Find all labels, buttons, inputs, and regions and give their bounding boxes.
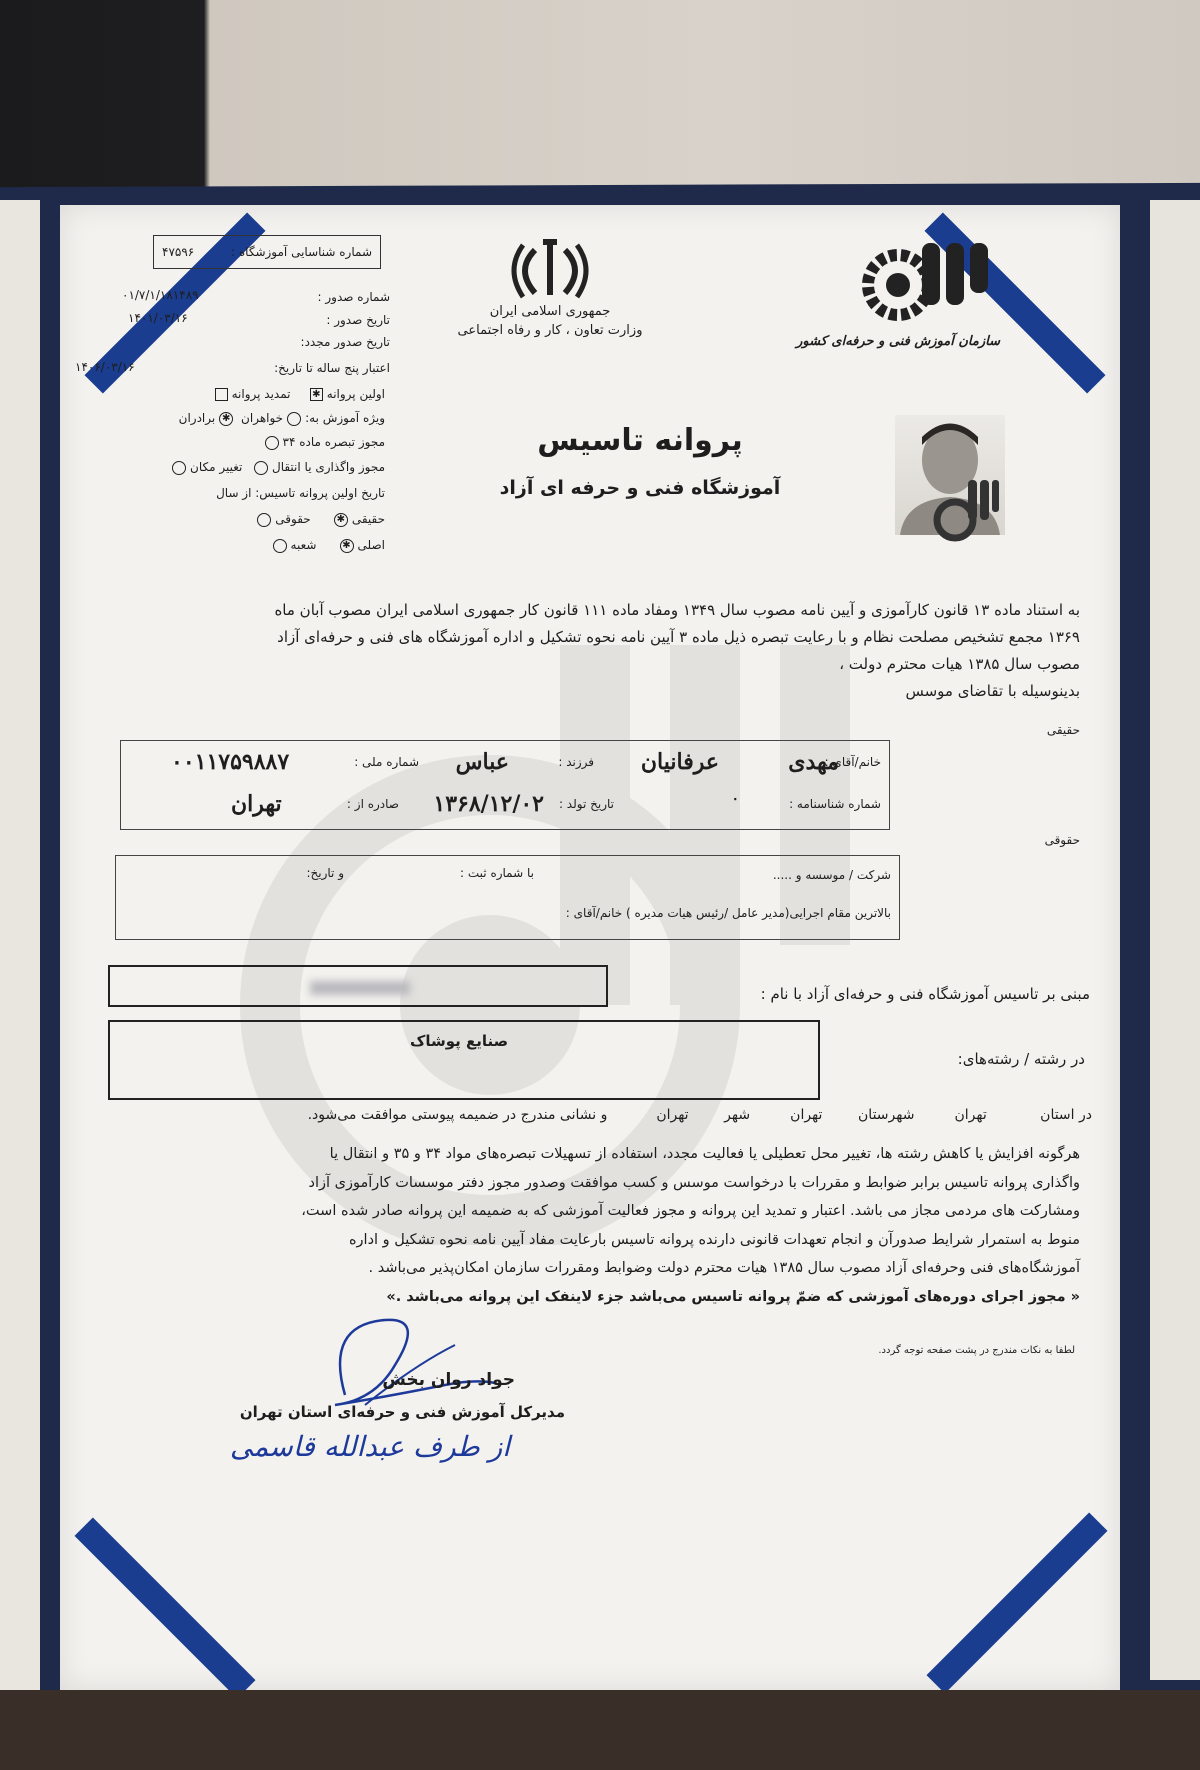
terms-line-6: « مجوز اجرای دوره‌های آموزشی که ضمّ پروانه تاسیس می‌باشد جزء لاینفک این پروانه می‌باشد .» bbox=[386, 1288, 1080, 1305]
transfer-radio bbox=[254, 461, 268, 475]
license-certificate bbox=[60, 205, 1120, 1690]
certificate-title: پروانه تاسیس bbox=[537, 423, 743, 458]
national-id: ۰۰۱۱۷۵۹۸۸۷ bbox=[171, 749, 290, 775]
in-province-label: در استان bbox=[1040, 1107, 1092, 1123]
real-radio: ✱ bbox=[334, 513, 348, 527]
father-name-label: فرزند : bbox=[558, 755, 594, 769]
terms-line-1: هرگونه افزایش یا کاهش رشته ها، تغییر محل تعطیلی یا فعالیت مجدد، استفاده از تسهیلات تبصره‌های مواد ۳۴ و ۳۵ و انتقال یا bbox=[329, 1146, 1080, 1162]
reissue-date-label: تاریخ صدور مجدد: bbox=[300, 335, 390, 349]
person-info-box bbox=[120, 740, 890, 830]
note34-label: مجوز تبصره ماده ۳۴ bbox=[282, 435, 385, 449]
main-radio: ✱ bbox=[340, 539, 354, 553]
issued-from: تهران bbox=[231, 791, 282, 817]
main-label: اصلی bbox=[357, 538, 385, 552]
issue-number-label: شماره صدور : bbox=[317, 290, 390, 304]
country-name: جمهوری اسلامی ایران bbox=[489, 304, 611, 319]
intro-line-3: مصوب سال ۱۳۸۵ هیات محترم دولت ، bbox=[839, 655, 1080, 673]
background-wall bbox=[0, 0, 1200, 210]
issue-date-value: ۱۴۰۱/۰۳/۱۶ bbox=[128, 311, 188, 325]
photo-stamp-logo-icon bbox=[930, 475, 1000, 545]
validity-value: ۱۴۰۶/۰۳/۱۶ bbox=[75, 360, 135, 374]
first-license-label: اولین پروانه bbox=[326, 387, 385, 401]
validity-label: اعتبار پنج ساله تا تاریخ: bbox=[274, 361, 390, 375]
signatory-title: مدیرکل آموزش فنی و حرفه‌ای استان تهران bbox=[239, 1403, 565, 1421]
address-tail: و نشانی مندرج در ضمیمه پیوستی موافقت می‌شود. bbox=[307, 1107, 608, 1123]
reg-date-label: و تاریخ: bbox=[306, 866, 344, 880]
intro-paragraph bbox=[95, 597, 1080, 705]
renew-license-checkbox bbox=[215, 388, 228, 401]
corner-ribbon-bottom-right bbox=[926, 1512, 1107, 1690]
terms-line-4: منوط به استمرار شرایط صدورآن و انجام تعهدات قانونی دارنده پروانه تاسیس بارعایت مفاد آیین نامه نحوه تشکیل و اداره bbox=[348, 1231, 1080, 1248]
redacted-institute-name bbox=[310, 981, 410, 995]
license-type-row bbox=[95, 387, 385, 401]
institute-id-value: ۴۷۵۹۶ bbox=[162, 245, 195, 259]
fields-box bbox=[108, 1020, 820, 1100]
legal-radio bbox=[257, 513, 271, 527]
change-location-label: تغییر مکان bbox=[190, 460, 243, 474]
issue-number-value: ۰۱/۷/۱/۱۸۱۴۸۹ bbox=[122, 288, 199, 302]
transfer-row bbox=[75, 460, 385, 475]
branch-label: شعبه bbox=[290, 538, 317, 552]
father-name: عباس bbox=[455, 749, 509, 775]
field-value: صنایع پوشاک bbox=[410, 1032, 509, 1050]
signatory-name: جواد روان بخش bbox=[382, 1370, 515, 1390]
person-mr-label: خانم/آقای : bbox=[824, 755, 881, 769]
real-label: حقیقی bbox=[351, 512, 385, 526]
certificate-subtitle: آموزشگاه فنی و حرفه ای آزاد bbox=[499, 477, 781, 499]
org-logo-text: سازمان آموزش فنی و حرفه‌ای کشور bbox=[796, 334, 1000, 349]
on-behalf-handwriting: از طرف عبدالله قاسمی bbox=[229, 1430, 510, 1463]
city-label: شهر bbox=[724, 1107, 751, 1123]
legal-section-label: حقوقی bbox=[1044, 833, 1080, 847]
company-label: شرکت / موسسه و ..... bbox=[772, 868, 891, 882]
city-value: تهران bbox=[656, 1107, 689, 1123]
based-on-label: مبنی بر تاسیس آموزشگاه فنی و حرفه‌ای آزاد با نام : bbox=[760, 985, 1090, 1003]
person-last-name: عرفانیان bbox=[640, 749, 719, 775]
footnote: لطفا به نکات مندرج در پشت صفحه توجه گردد. bbox=[878, 1345, 1075, 1356]
terms-line-3: ومشارکت های مردمی مجاز می باشد. اعتبار و تمدید این پروانه و مجوز فعالیت آموزشی که به ضمیمه این پروانه صادر شده است، bbox=[301, 1203, 1080, 1219]
legal-label: حقوقی bbox=[275, 512, 311, 526]
emblem-block bbox=[450, 235, 650, 338]
terms-line-2: واگذاری پروانه تاسیس برابر ضوابط و مقررات با درخواست موسس و کسب موافقت وصدور مجوز دفتر موسسات کارآموزی آزاد bbox=[308, 1174, 1080, 1191]
brothers-radio: ✱ bbox=[219, 412, 233, 426]
real-legal-row bbox=[195, 512, 385, 527]
birth-cert-label: شماره شناسنامه : bbox=[789, 797, 881, 811]
fields-label: در رشته / رشته‌های: bbox=[957, 1050, 1085, 1068]
change-location-radio bbox=[172, 461, 186, 475]
birth-cert-value: ۰ bbox=[731, 791, 739, 807]
institute-id-label: شماره شناسایی آموزشگاه : bbox=[231, 245, 372, 259]
sisters-label: خواهران bbox=[241, 411, 284, 425]
special-for-label: ویژه آموزش به: bbox=[305, 411, 385, 425]
issued-from-label: صادره از : bbox=[346, 797, 399, 811]
county-label: شهرستان bbox=[858, 1107, 915, 1123]
company-info-box bbox=[115, 855, 900, 940]
org-logo bbox=[796, 235, 1000, 349]
birth-date: ۱۳۶۸/۱۲/۰۲ bbox=[433, 791, 544, 817]
first-license-checkbox: ✱ bbox=[310, 388, 323, 401]
org-gear-logo-icon bbox=[860, 235, 1000, 330]
institute-name-box bbox=[108, 965, 608, 1007]
folder-right-page bbox=[1150, 200, 1200, 1680]
top-manager-label: بالاترین مقام اجرایی(مدیر عامل /رئیس هیات مدیره ) خانم/آقای : bbox=[565, 906, 891, 920]
reg-number-label: با شماره ثبت : bbox=[460, 866, 534, 880]
background-table bbox=[0, 1690, 1200, 1770]
terms-line-5: آموزشگاه‌های فنی وحرفه‌ای آزاد مصوب سال ۱۳۸۵ هیات محترم دولت وضوابط ومقررات سازمان امکان‌پذیر می‌باشد . bbox=[368, 1260, 1080, 1276]
corner-ribbon-bottom-left bbox=[74, 1517, 255, 1690]
transfer-label: مجوز واگذاری یا انتقال bbox=[271, 460, 385, 474]
folder-left-page bbox=[0, 200, 40, 1690]
birth-date-label: تاریخ تولد : bbox=[558, 797, 614, 811]
intro-line-2: ۱۳۶۹ مجمع تشخیص مصلحت نظام و با رعایت تبصره ذیل ماده ۳ آیین نامه نحوه تشکیل و اداره آموزشگاه های فنی و حرفه‌ای آزاد bbox=[277, 628, 1080, 646]
main-branch-row bbox=[195, 538, 385, 553]
intro-line-1: به استناد ماده ۱۳ قانون کارآموزی و آیین نامه مصوب سال ۱۳۴۹ ومفاد ماده ۱۱۱ قانون کار جمهوری اسلامی ایران مصوب آبان ماه bbox=[274, 601, 1080, 619]
terms-paragraph bbox=[95, 1140, 1080, 1311]
brothers-label: برادران bbox=[178, 411, 216, 425]
ministry-name: وزارت تعاون ، کار و رفاه اجتماعی bbox=[457, 323, 643, 338]
branch-radio bbox=[273, 539, 287, 553]
issue-number-row bbox=[220, 290, 390, 304]
renew-license-label: تمدید پروانه bbox=[231, 387, 291, 401]
intro-line-4: بدینوسیله با تقاضای موسس bbox=[905, 682, 1080, 700]
first-license-date-label: تاریخ اولین پروانه تاسیس: از سال bbox=[216, 486, 385, 500]
person-first-name: مهدی bbox=[788, 749, 839, 775]
county-value: تهران bbox=[790, 1107, 823, 1123]
province-value: تهران bbox=[954, 1107, 987, 1123]
real-section-label: حقیقی bbox=[1046, 723, 1080, 737]
institute-id-box bbox=[153, 235, 381, 269]
iran-emblem-icon bbox=[505, 235, 595, 300]
national-id-label: شماره ملی : bbox=[354, 755, 419, 769]
issue-date-label: تاریخ صدور : bbox=[326, 313, 390, 327]
location-row bbox=[92, 1107, 1092, 1123]
